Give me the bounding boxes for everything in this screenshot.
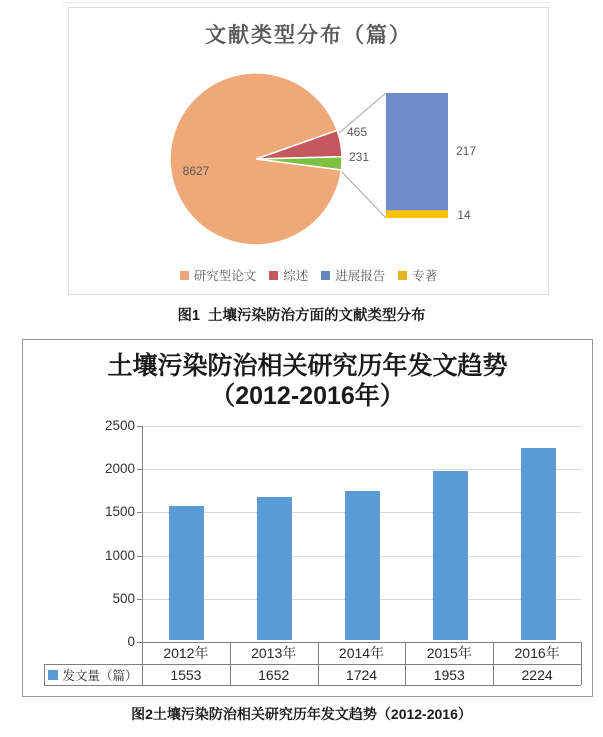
gridline-2000 [142,469,581,470]
figure2-caption: 图2土壤污染防治相关研究历年发文趋势（2012-2016） [131,706,472,722]
pie-label-other-slice: 231 [348,150,370,164]
chart1-title: 文献类型分布（篇） [205,24,412,47]
bar-2012 [169,506,204,640]
figure1-caption: 图1 土壤污染防治方面的文献类型分布 [177,308,426,324]
table-year-2014: 2014年 [338,645,385,661]
y-label-2000: 2000 [104,461,135,477]
table-value-2012: 1553 [170,667,202,683]
table-line-bottom [44,685,581,686]
legend-label-research-paper: 研究型论文 [193,269,257,283]
bar-2014 [345,491,380,640]
legend-item-monograph [398,266,437,284]
table-line-right [581,642,582,685]
chart2-title-line1: 土壤污染防治相关研究历年发文趋势 [107,352,508,380]
page-top-divider [63,2,550,3]
y-tick-2500 [137,426,142,427]
y-tick-1000 [137,556,142,557]
legend-swatch-review [269,271,278,280]
table-year-2013: 2013年 [251,645,297,661]
y-tick-500 [137,599,142,600]
table-year-2015: 2015年 [426,645,472,661]
gridline-2500 [142,426,581,427]
legend-swatch-research-paper [180,271,189,280]
table-value-2013: 1652 [258,667,290,683]
legend-item-review [269,266,308,284]
bar-2013 [257,497,292,640]
chart1-legend [69,266,548,284]
y-axis-line [142,426,143,642]
table-value-2015: 1953 [433,667,465,683]
chart2-title-line2: （2012-2016年） [210,382,405,410]
breakout-segment-1 [386,210,448,218]
y-label-2500: 2500 [104,418,135,433]
legend-label-monograph: 专著 [412,269,438,283]
chart2-yearly-trend-bar [22,339,593,697]
chart2-legend-label: 发文量（篇） [62,669,138,683]
legend-swatch-monograph [398,271,407,280]
legend-label-progress-report: 进展报告 [335,269,386,283]
chart1-document-type-pie [68,7,549,295]
table-year-2012: 2012年 [163,645,209,661]
y-label-1000: 1000 [104,547,135,563]
bar-label-progress-report: 217 [455,144,477,158]
chart2-legend-swatch [48,670,58,680]
y-tick-2000 [137,469,142,470]
legend-item-research-paper [180,266,257,284]
bar-2016 [521,448,556,640]
bar-2015 [433,471,468,640]
legend-item-progress-report [321,266,385,284]
breakout-segment-0 [386,93,448,210]
table-value-2016: 2224 [521,667,553,683]
table-value-2014: 1724 [345,667,378,683]
breakout-bar [386,93,448,218]
connector-line-bottom [341,171,386,218]
pie-label-review-slice: 465 [346,125,368,139]
y-label-1500: 1500 [104,504,135,520]
y-tick-1500 [137,512,142,513]
pie-label-main-slice: 8627 [182,164,210,178]
pie-slices [170,73,342,245]
legend-swatch-progress-report [321,271,330,280]
pie-chart-canvas [69,8,550,296]
bar-label-monograph: 14 [457,208,471,222]
y-label-0: 0 [127,634,135,649]
table-year-2016: 2016年 [514,645,560,661]
y-label-500: 500 [112,590,135,606]
legend-label-review: 综述 [283,269,309,283]
chart2-legend [44,665,142,685]
